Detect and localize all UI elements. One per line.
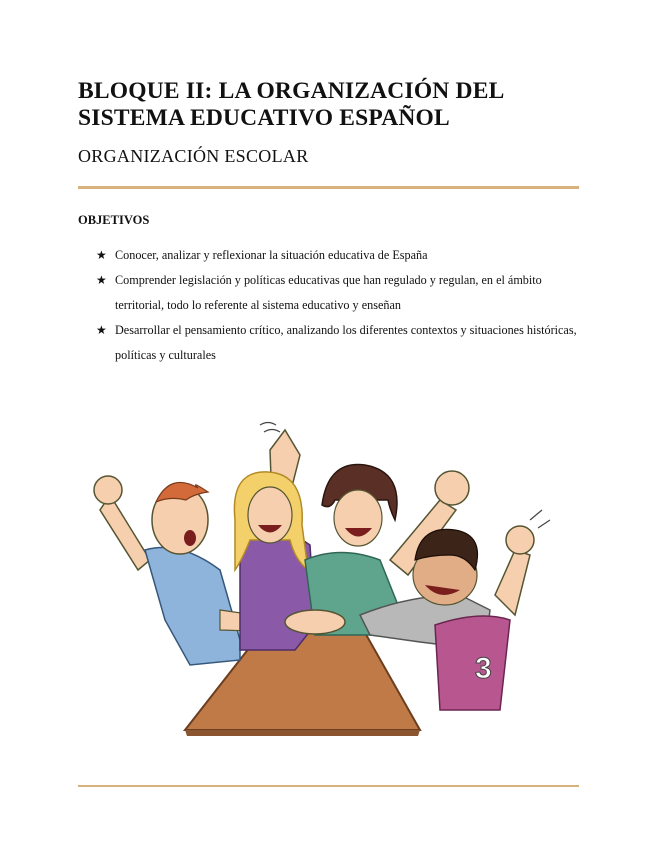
objective-text: Conocer, analizar y reflexionar la situación educativa de España (115, 248, 428, 262)
list-item (96, 243, 586, 268)
list-item (96, 268, 586, 318)
objective-text: Desarrollar el pensamiento crítico, analizando los diferentes contextos y situaciones históricas, políticas y culturales (115, 323, 577, 362)
jersey-number: 3 (475, 652, 492, 685)
page-subtitle: ORGANIZACIÓN ESCOLAR (78, 146, 309, 166)
objectives-heading: OBJETIVOS (78, 213, 150, 227)
objectives-list (96, 243, 586, 368)
star-icon: ★ (96, 248, 107, 262)
star-icon: ★ (96, 273, 107, 287)
title-line-2: SISTEMA EDUCATIVO ESPAÑOL (78, 105, 450, 131)
star-icon: ★ (96, 323, 107, 337)
top-divider (78, 186, 579, 189)
objective-text: Comprender legislación y políticas educativas que han regulado y regulan, en el ámbito territorial, todo lo referente al sistema educativo y enseñan (115, 273, 542, 312)
bottom-divider (78, 785, 579, 787)
list-item (96, 318, 586, 368)
joined-hands (285, 610, 345, 634)
page-title (78, 78, 598, 132)
students-celebrating-illustration (90, 410, 560, 740)
title-line-1: BLOQUE II: LA ORGANIZACIÓN DEL (78, 78, 505, 104)
